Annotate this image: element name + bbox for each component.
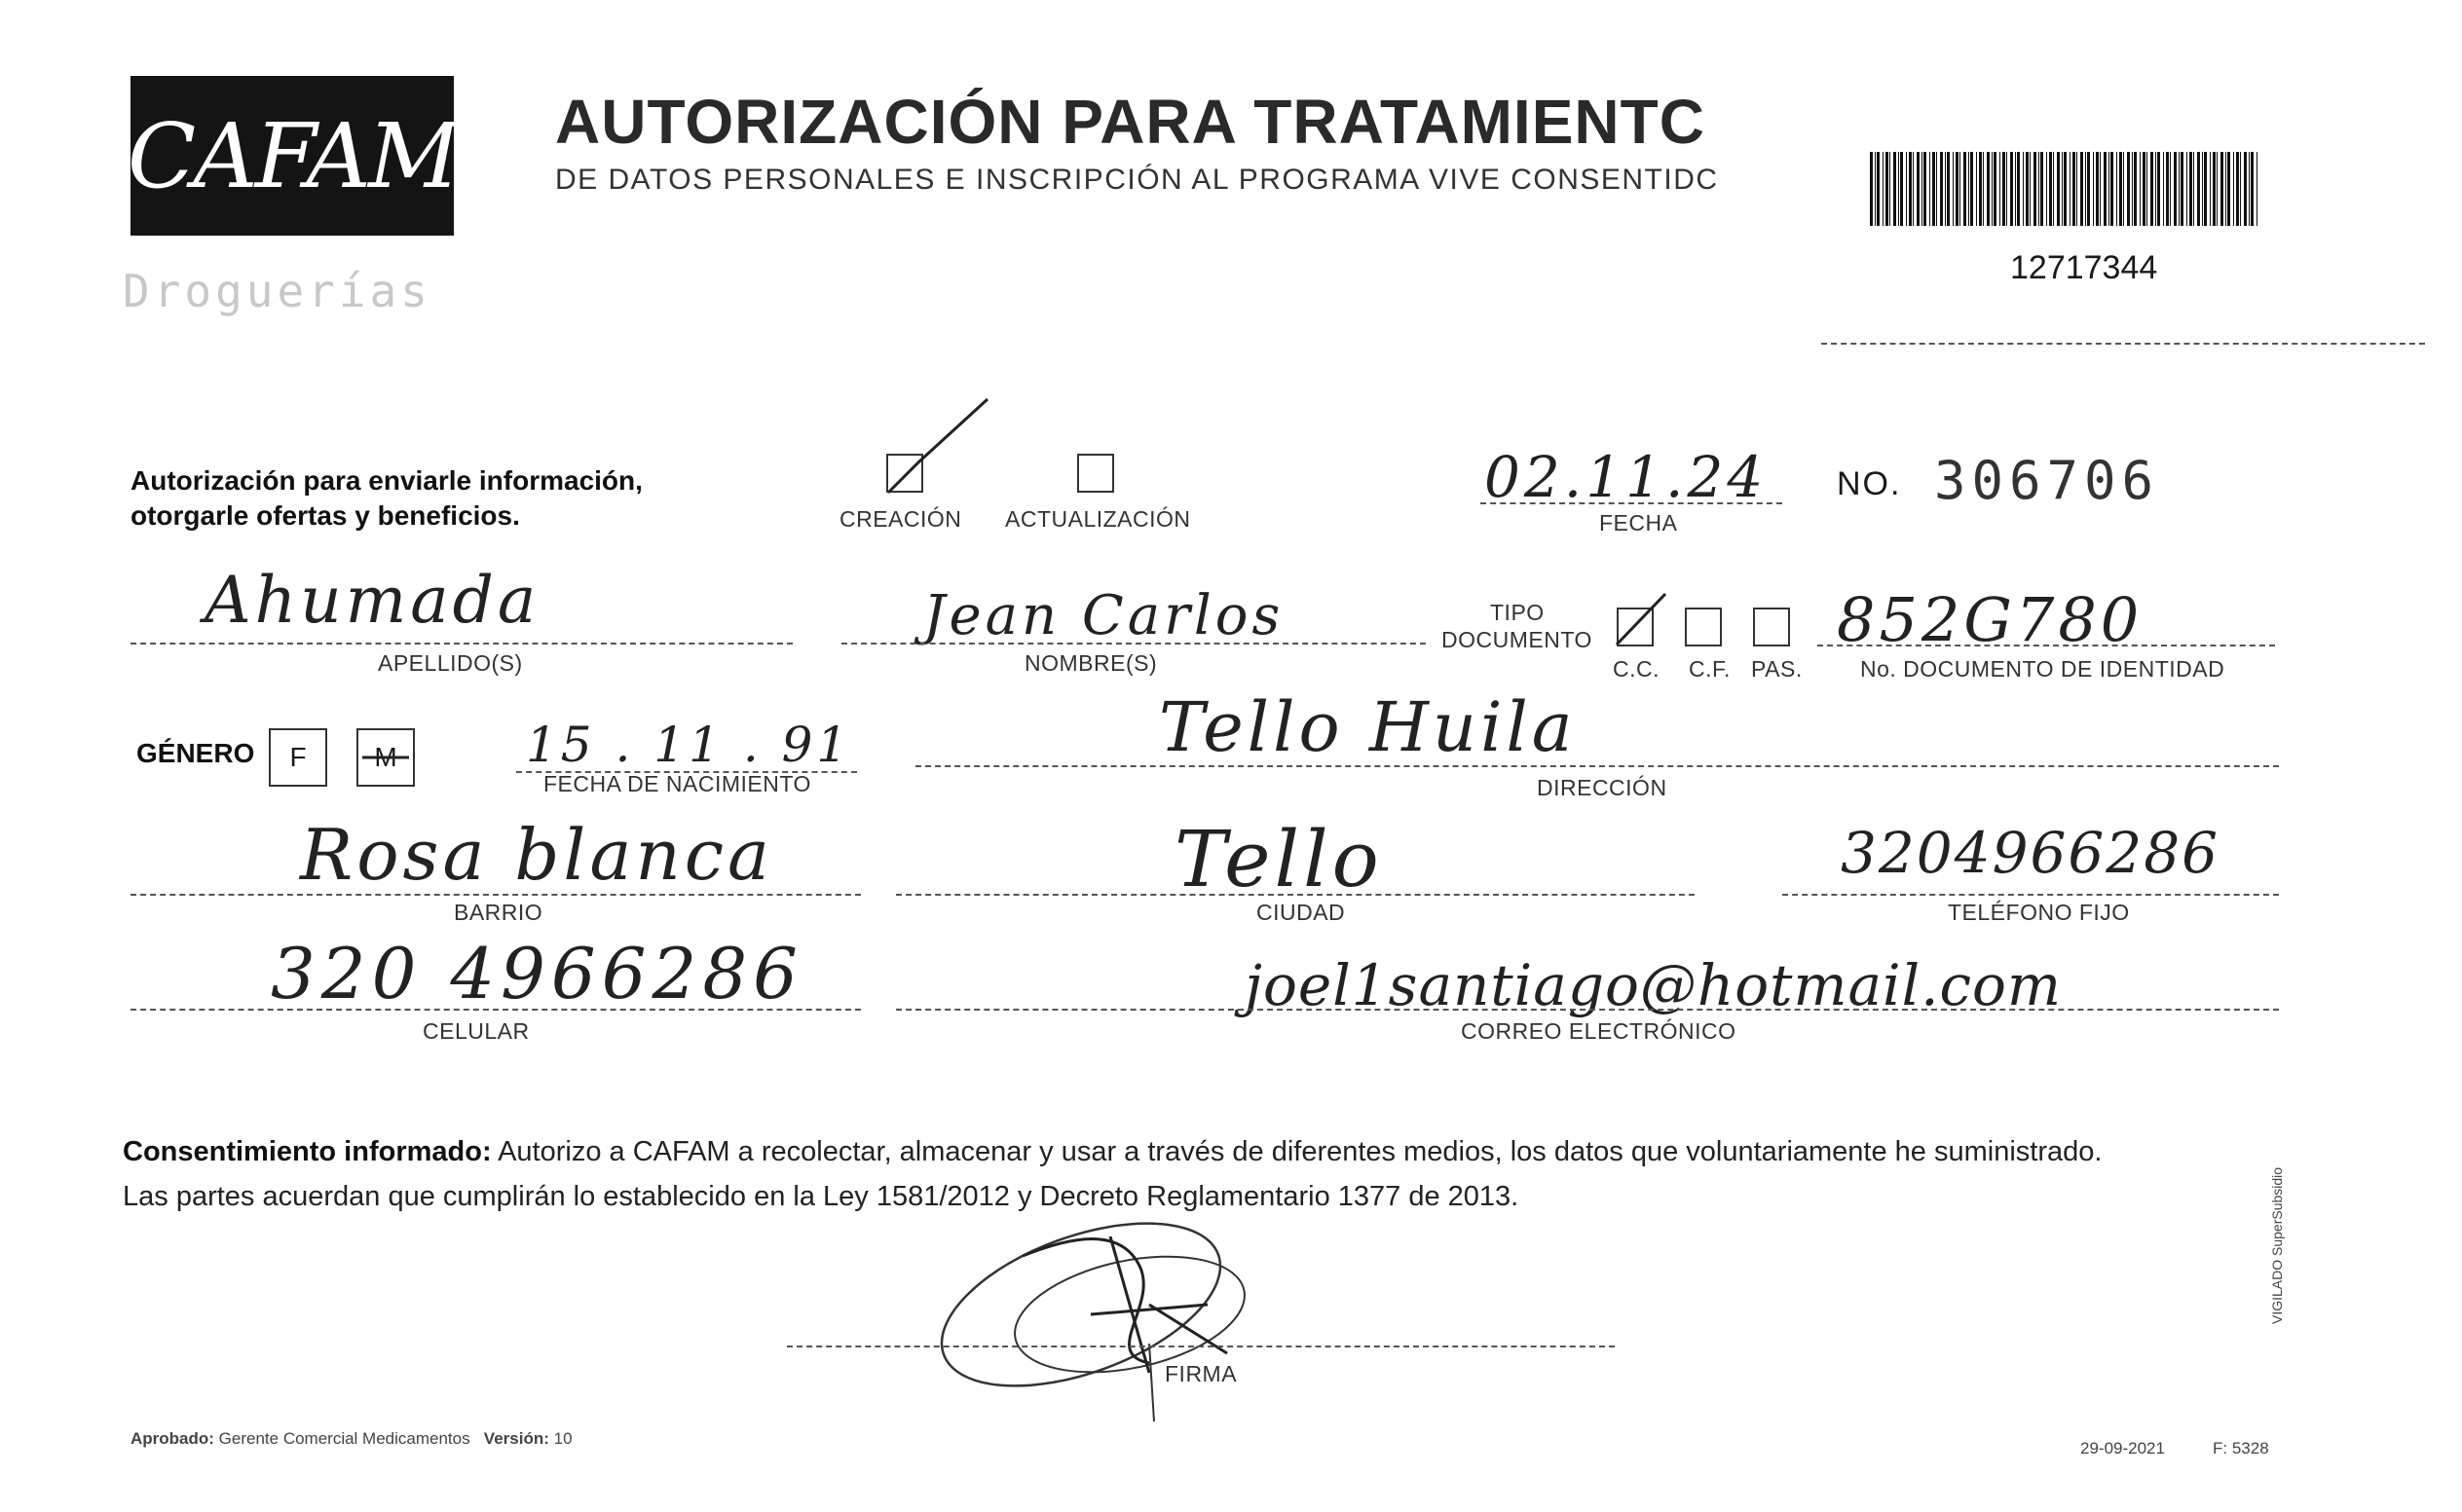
barrio-label: BARRIO: [454, 900, 543, 925]
barcode-bar: [2057, 152, 2060, 226]
barcode-bar: [2227, 152, 2230, 226]
barcode-bar: [2026, 152, 2029, 226]
apellidos-value: Ahumada: [205, 563, 541, 638]
barcode-bar: [2225, 152, 2226, 226]
barcode-bar: [2197, 152, 2200, 226]
barcode-bar: [2202, 152, 2203, 226]
fecha-label: FECHA: [1599, 510, 1678, 535]
aprobado-label: Aprobado:: [131, 1429, 214, 1448]
aprobado-value: Gerente Comercial Medicamentos: [218, 1429, 470, 1448]
actualizacion-label: ACTUALIZACIÓN: [1005, 506, 1191, 532]
barcode-bar: [2030, 152, 2031, 226]
consent-line-1: [123, 1129, 2363, 1174]
barcode-bar: [1976, 152, 1977, 226]
barcode-bar: [1906, 152, 1907, 226]
authorization-heading-1: Autorización para enviarle información,: [131, 465, 643, 496]
barcode-bar: [2087, 152, 2090, 226]
check-mark-icon: [880, 395, 997, 512]
barcode-bar: [2100, 152, 2101, 226]
barcode-bar: [1883, 152, 1884, 226]
consent-line-2: Las partes acuerdan que cumplirán lo establecido en la Ley 1581/2012 y Decreto Reglamentario 1377 de 2013.: [123, 1181, 1519, 1212]
barcode-bar: [1945, 152, 1946, 226]
barcode-bar: [2015, 152, 2016, 226]
barcode-bar: [2132, 152, 2133, 226]
barcode-bar: [1932, 152, 1935, 226]
check-mark-icon: [1613, 590, 1671, 648]
no-label: NO.: [1837, 465, 1902, 502]
apellidos-line: [131, 643, 793, 645]
correo-label: CORREO ELECTRÓNICO: [1461, 1018, 1736, 1044]
barcode-bar: [2189, 152, 2192, 226]
barrio-value: Rosa blanca: [300, 814, 773, 896]
barcode-bar: [2143, 152, 2145, 226]
tipo-label-2: DOCUMENTO: [1441, 627, 1592, 652]
barcode-bar: [2053, 152, 2054, 226]
barcode-bar: [2186, 152, 2187, 226]
barcode-bar: [1959, 152, 1960, 226]
barcode-bar: [1970, 152, 1973, 226]
barcode-bar: [1983, 152, 1984, 226]
barcode-bar: [2006, 152, 2007, 226]
barcode-bar: [1917, 152, 1920, 226]
barcode-bar: [1889, 152, 1890, 226]
cafam-logo: [127, 76, 458, 236]
cf-checkbox[interactable]: [1685, 608, 1722, 646]
barcode-bar: [1900, 152, 1903, 226]
nombres-label: NOMBRE(S): [1025, 650, 1158, 676]
barcode-bar: [2166, 152, 2169, 226]
barcode-bar: [2179, 152, 2180, 226]
barcode-bar: [2108, 152, 2109, 226]
logo-subtext: Droguerías: [123, 265, 431, 317]
telefono-line: [1782, 894, 2279, 896]
barcode-bar: [1921, 152, 1922, 226]
correo-line: [896, 1009, 2279, 1011]
barcode-image: [1870, 152, 2261, 226]
nacimiento-label: FECHA DE NACIMIENTO: [543, 771, 811, 796]
documento-line: [1817, 645, 2275, 646]
barcode-bar: [1979, 152, 1982, 226]
barcode-bar: [1987, 152, 1990, 226]
authorization-heading-2: otorgarle ofertas y beneficios.: [131, 500, 520, 531]
barcode-bar: [2204, 152, 2207, 226]
cc-label: C.C.: [1613, 656, 1660, 682]
barcode-bar: [2140, 152, 2141, 226]
barcode-bar: [2076, 152, 2077, 226]
direccion-line: [915, 765, 2279, 767]
nacimiento-value: 15 . 11 . 91: [526, 717, 852, 773]
barcode-bar: [2220, 152, 2223, 226]
barcode-bar: [2049, 152, 2052, 226]
barcode-bar: [2127, 152, 2130, 226]
barcode-bar: [1956, 152, 1958, 226]
celular-value: 320 4966286: [271, 933, 803, 1014]
correo-value: joel1santiago@hotmail.com: [1245, 952, 2062, 1018]
consent-text-1: Autorizo a CAFAM a recolectar, almacenar y usar a través de diferentes medios, los datos que voluntariamente he suministrado.: [491, 1136, 2103, 1167]
barcode-bar: [2002, 152, 2005, 226]
barcode-bar: [2062, 152, 2063, 226]
logo-text: CAFAM: [127, 103, 458, 208]
tipo-label-1: TIPO: [1490, 600, 1545, 625]
ciudad-value: Tello: [1175, 814, 1383, 904]
documento-value: 852G780: [1837, 584, 2144, 655]
barcode-number: 12717344: [2010, 249, 2158, 286]
barcode-bar: [1936, 152, 1937, 226]
barcode-bar: [2123, 152, 2124, 226]
barcode-bar: [2023, 152, 2024, 226]
cc-checkbox[interactable]: [1617, 608, 1654, 646]
barcode-bar: [2244, 152, 2247, 226]
barcode-bar: [1947, 152, 1950, 226]
barcode-bar: [2193, 152, 2194, 226]
barcode-bar: [1999, 152, 2000, 226]
direccion-value: Tello Huila: [1159, 687, 1577, 767]
barcode-bar: [1875, 152, 1876, 226]
signature-label: FIRMA: [1165, 1361, 1238, 1386]
fecha-line: [1480, 502, 1782, 504]
barcode-bar: [2096, 152, 2099, 226]
barcode-bar: [2251, 152, 2254, 226]
nombres-value: Jean Carlos: [923, 584, 1285, 647]
barcode-bar: [2233, 152, 2234, 226]
barcode-bar: [2085, 152, 2086, 226]
ciudad-line: [896, 894, 1695, 896]
barcode-bar: [2236, 152, 2239, 226]
direccion-label: DIRECCIÓN: [1537, 775, 1667, 800]
barcode-bar: [2010, 152, 2013, 226]
barcode-bar: [1963, 152, 1966, 226]
footer-date: 29-09-2021: [2080, 1439, 2165, 1457]
barcode-bar: [2080, 152, 2083, 226]
genero-label: GÉNERO: [136, 738, 255, 768]
barcode-bar: [2119, 152, 2122, 226]
barcode-bar: [1898, 152, 1899, 226]
genero-m-mark-icon: [356, 728, 415, 787]
barcode-bar: [2038, 152, 2039, 226]
creacion-label: CREACIÓN: [839, 506, 962, 532]
barcode-bar: [1994, 152, 1996, 226]
barcode-bar: [1953, 152, 1954, 226]
barcode-bar: [2146, 152, 2147, 226]
barcode-bar: [1940, 152, 1943, 226]
barcode-bar: [2181, 152, 2183, 226]
fecha-value: 02.11.24: [1484, 444, 1768, 510]
apellidos-label: APELLIDO(S): [378, 650, 523, 676]
barcode-bar: [2150, 152, 2153, 226]
barcode-bar: [2249, 152, 2250, 226]
barcode-bar: [2163, 152, 2164, 226]
footer-approved: [131, 1429, 573, 1449]
documento-label: No. DOCUMENTO DE IDENTIDAD: [1860, 656, 2225, 682]
pas-checkbox[interactable]: [1753, 608, 1790, 646]
form-number: 306706: [1934, 450, 2160, 511]
signature-drawing: [915, 1198, 1324, 1431]
barcode-bar: [1893, 152, 1896, 226]
barcode-bar: [2240, 152, 2241, 226]
version-value: 10: [553, 1429, 573, 1448]
barcode-bar: [2170, 152, 2171, 226]
telefono-label: TELÉFONO FIJO: [1948, 900, 2130, 925]
version-label: Versión:: [483, 1429, 549, 1448]
ciudad-label: CIUDAD: [1256, 900, 1346, 925]
barcode-bar: [2174, 152, 2177, 226]
barcode-bar: [2157, 152, 2160, 226]
barcode-bar: [2040, 152, 2043, 226]
form-title: AUTORIZACIÓN PARA TRATAMIENTC: [555, 87, 1705, 157]
barcode-bar: [1923, 152, 1926, 226]
barcode-bar: [1968, 152, 1969, 226]
signature-line: [787, 1346, 1615, 1347]
barcode-bar: [2017, 152, 2020, 226]
barcode-bar: [2072, 152, 2075, 226]
header-divider: [1821, 343, 2425, 345]
barcode-bar: [1877, 152, 1880, 226]
barcode-bar: [2116, 152, 2117, 226]
pas-label: PAS.: [1751, 656, 1803, 682]
barcode-bar: [2217, 152, 2218, 226]
barcode-bar: [2093, 152, 2094, 226]
barcode-bar: [2134, 152, 2137, 226]
genero-m-checkbox[interactable]: M: [356, 728, 415, 787]
consent-lead: Consentimiento informado:: [123, 1136, 492, 1167]
barcode-bar: [2213, 152, 2216, 226]
barcode-bar: [1929, 152, 1930, 226]
barrio-line: [131, 894, 861, 896]
barcode-bar: [1992, 152, 1993, 226]
cf-label: C.F.: [1689, 656, 1731, 682]
barcode-bar: [2210, 152, 2211, 226]
barcode-bar: [2033, 152, 2036, 226]
barcode-bar: [1885, 152, 1888, 226]
footer-code: F: 5328: [2213, 1439, 2269, 1457]
creacion-checkbox[interactable]: [886, 454, 923, 493]
barcode-bar: [2155, 152, 2156, 226]
celular-label: CELULAR: [423, 1018, 530, 1044]
barcode-bar: [1913, 152, 1914, 226]
vigilado-text: VIGILADO SuperSubsidio: [2269, 1166, 2285, 1324]
telefono-value: 3204966286: [1841, 820, 2220, 886]
barcode-bar: [1909, 152, 1912, 226]
barcode-bar: [2064, 152, 2067, 226]
celular-line: [131, 1009, 861, 1011]
nombres-line: [841, 643, 1426, 645]
genero-f-checkbox[interactable]: F: [269, 728, 327, 787]
actualizacion-checkbox[interactable]: [1077, 454, 1114, 493]
barcode-bar: [1870, 152, 1873, 226]
form-subtitle: DE DATOS PERSONALES E INSCRIPCIÓN AL PROGRAMA VIVE CONSENTIDC: [555, 164, 1719, 196]
barcode-bar: [2110, 152, 2113, 226]
barcode-bar: [2104, 152, 2107, 226]
barcode-bar: [2046, 152, 2047, 226]
